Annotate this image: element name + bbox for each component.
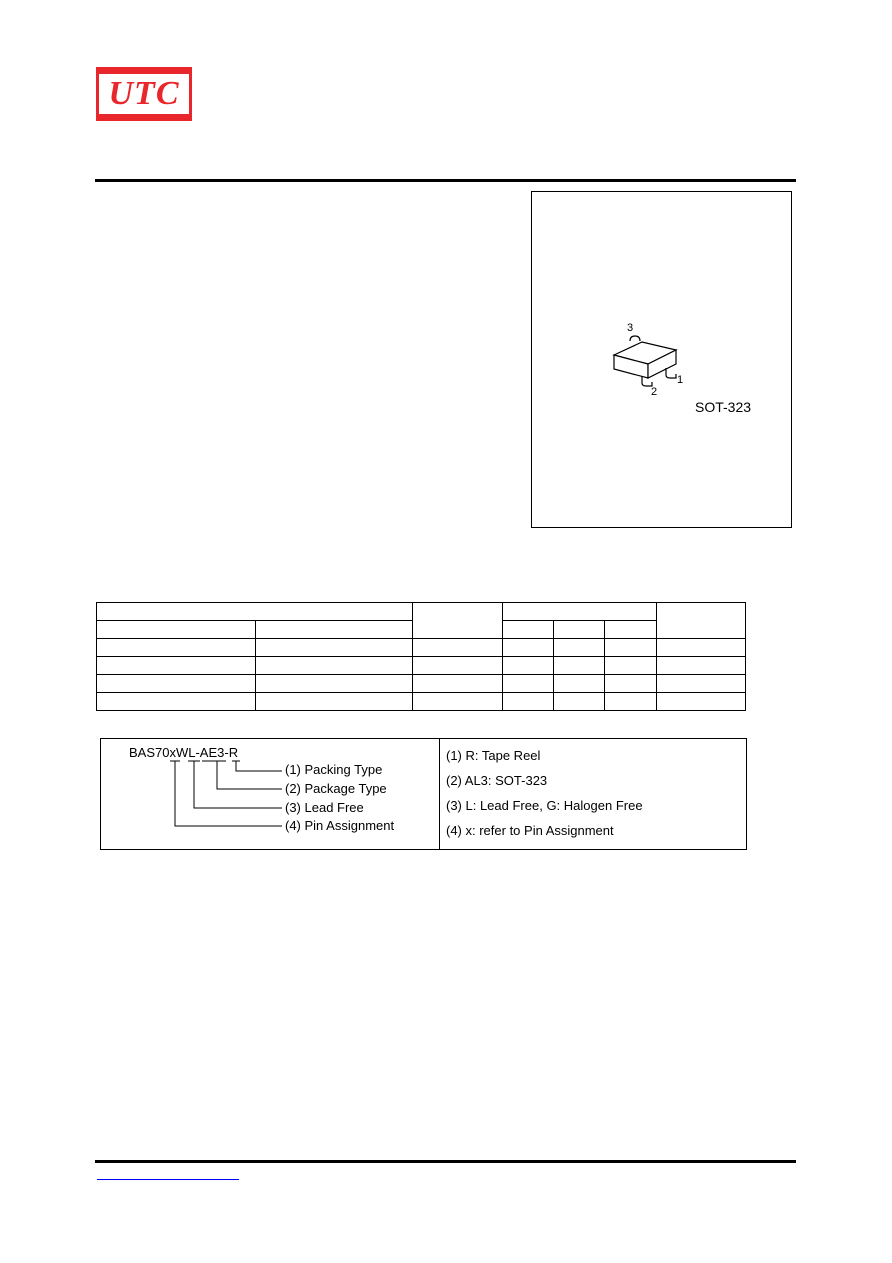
table-cell: [605, 621, 657, 639]
table-cell: [605, 639, 657, 657]
table-cell: [657, 603, 746, 639]
table-cell: [503, 621, 554, 639]
header-rule: [95, 179, 796, 182]
legend-package-type: (2) Package Type: [285, 781, 387, 796]
legend-lead-free: (3) Lead Free: [285, 800, 364, 815]
table-cell: [657, 657, 746, 675]
leader-lead-free: [194, 761, 282, 808]
logo-frame: [99, 71, 189, 117]
table-cell: [97, 639, 256, 657]
footer-link[interactable]: [97, 1170, 239, 1180]
table-cell: [657, 693, 746, 711]
table-cell: [503, 603, 657, 621]
table-cell: [97, 657, 256, 675]
ordering-table: [96, 602, 746, 711]
table-row: [97, 693, 746, 711]
table-row: [97, 603, 746, 621]
table-cell: [256, 621, 413, 639]
leader-packing: [236, 761, 282, 771]
pin3-label: 3: [627, 322, 634, 334]
table-cell: [554, 693, 605, 711]
table-cell: [657, 675, 746, 693]
pin3-lead: [630, 336, 640, 341]
table-cell: [256, 639, 413, 657]
table-cell: [503, 657, 554, 675]
table-cell: [256, 693, 413, 711]
table-cell: [413, 603, 503, 639]
table-cell: [554, 657, 605, 675]
table-cell: [554, 675, 605, 693]
table-cell: [256, 657, 413, 675]
utc-logo: [96, 67, 192, 121]
pin2-label: 2: [651, 386, 658, 398]
table-row: [97, 675, 746, 693]
table-cell: [97, 603, 413, 621]
note-package: (2) AL3: SOT-323: [446, 773, 548, 788]
logo-text: UTC: [108, 75, 180, 112]
legend-pin-assignment: (4) Pin Assignment: [285, 818, 395, 833]
table-cell: [605, 657, 657, 675]
pin1-lead: [666, 368, 676, 378]
footer-rule: [95, 1160, 796, 1163]
table-cell: [605, 693, 657, 711]
table-cell: [97, 693, 256, 711]
table-cell: [503, 675, 554, 693]
sot323-package-drawing: [600, 320, 690, 400]
part-number-code: BAS70xWL-AE3-R: [129, 745, 239, 760]
leader-lines: [170, 761, 282, 826]
table-cell: [657, 639, 746, 657]
table-cell: [413, 675, 503, 693]
table-cell: [503, 693, 554, 711]
table-cell: [554, 639, 605, 657]
note-packing: (1) R: Tape Reel: [446, 748, 541, 763]
table-row: [97, 639, 746, 657]
table-cell: [97, 675, 256, 693]
note-pin-assignment: (4) x: refer to Pin Assignment: [446, 823, 614, 838]
table-cell: [554, 621, 605, 639]
leader-package: [217, 761, 282, 789]
table-cell: [413, 693, 503, 711]
table-cell: [97, 621, 256, 639]
table-cell: [413, 639, 503, 657]
table-cell: [605, 675, 657, 693]
logo-top-band: [99, 71, 189, 74]
table-cell: [256, 675, 413, 693]
pin1-label: 1: [677, 374, 684, 386]
logo-bottom-band: [99, 114, 189, 117]
note-lead-free: (3) L: Lead Free, G: Halogen Free: [446, 798, 643, 813]
package-name: SOT-323: [695, 399, 752, 415]
legend-packing-type: (1) Packing Type: [285, 762, 383, 777]
table-cell: [503, 639, 554, 657]
table-row: [97, 657, 746, 675]
table-cell: [413, 657, 503, 675]
